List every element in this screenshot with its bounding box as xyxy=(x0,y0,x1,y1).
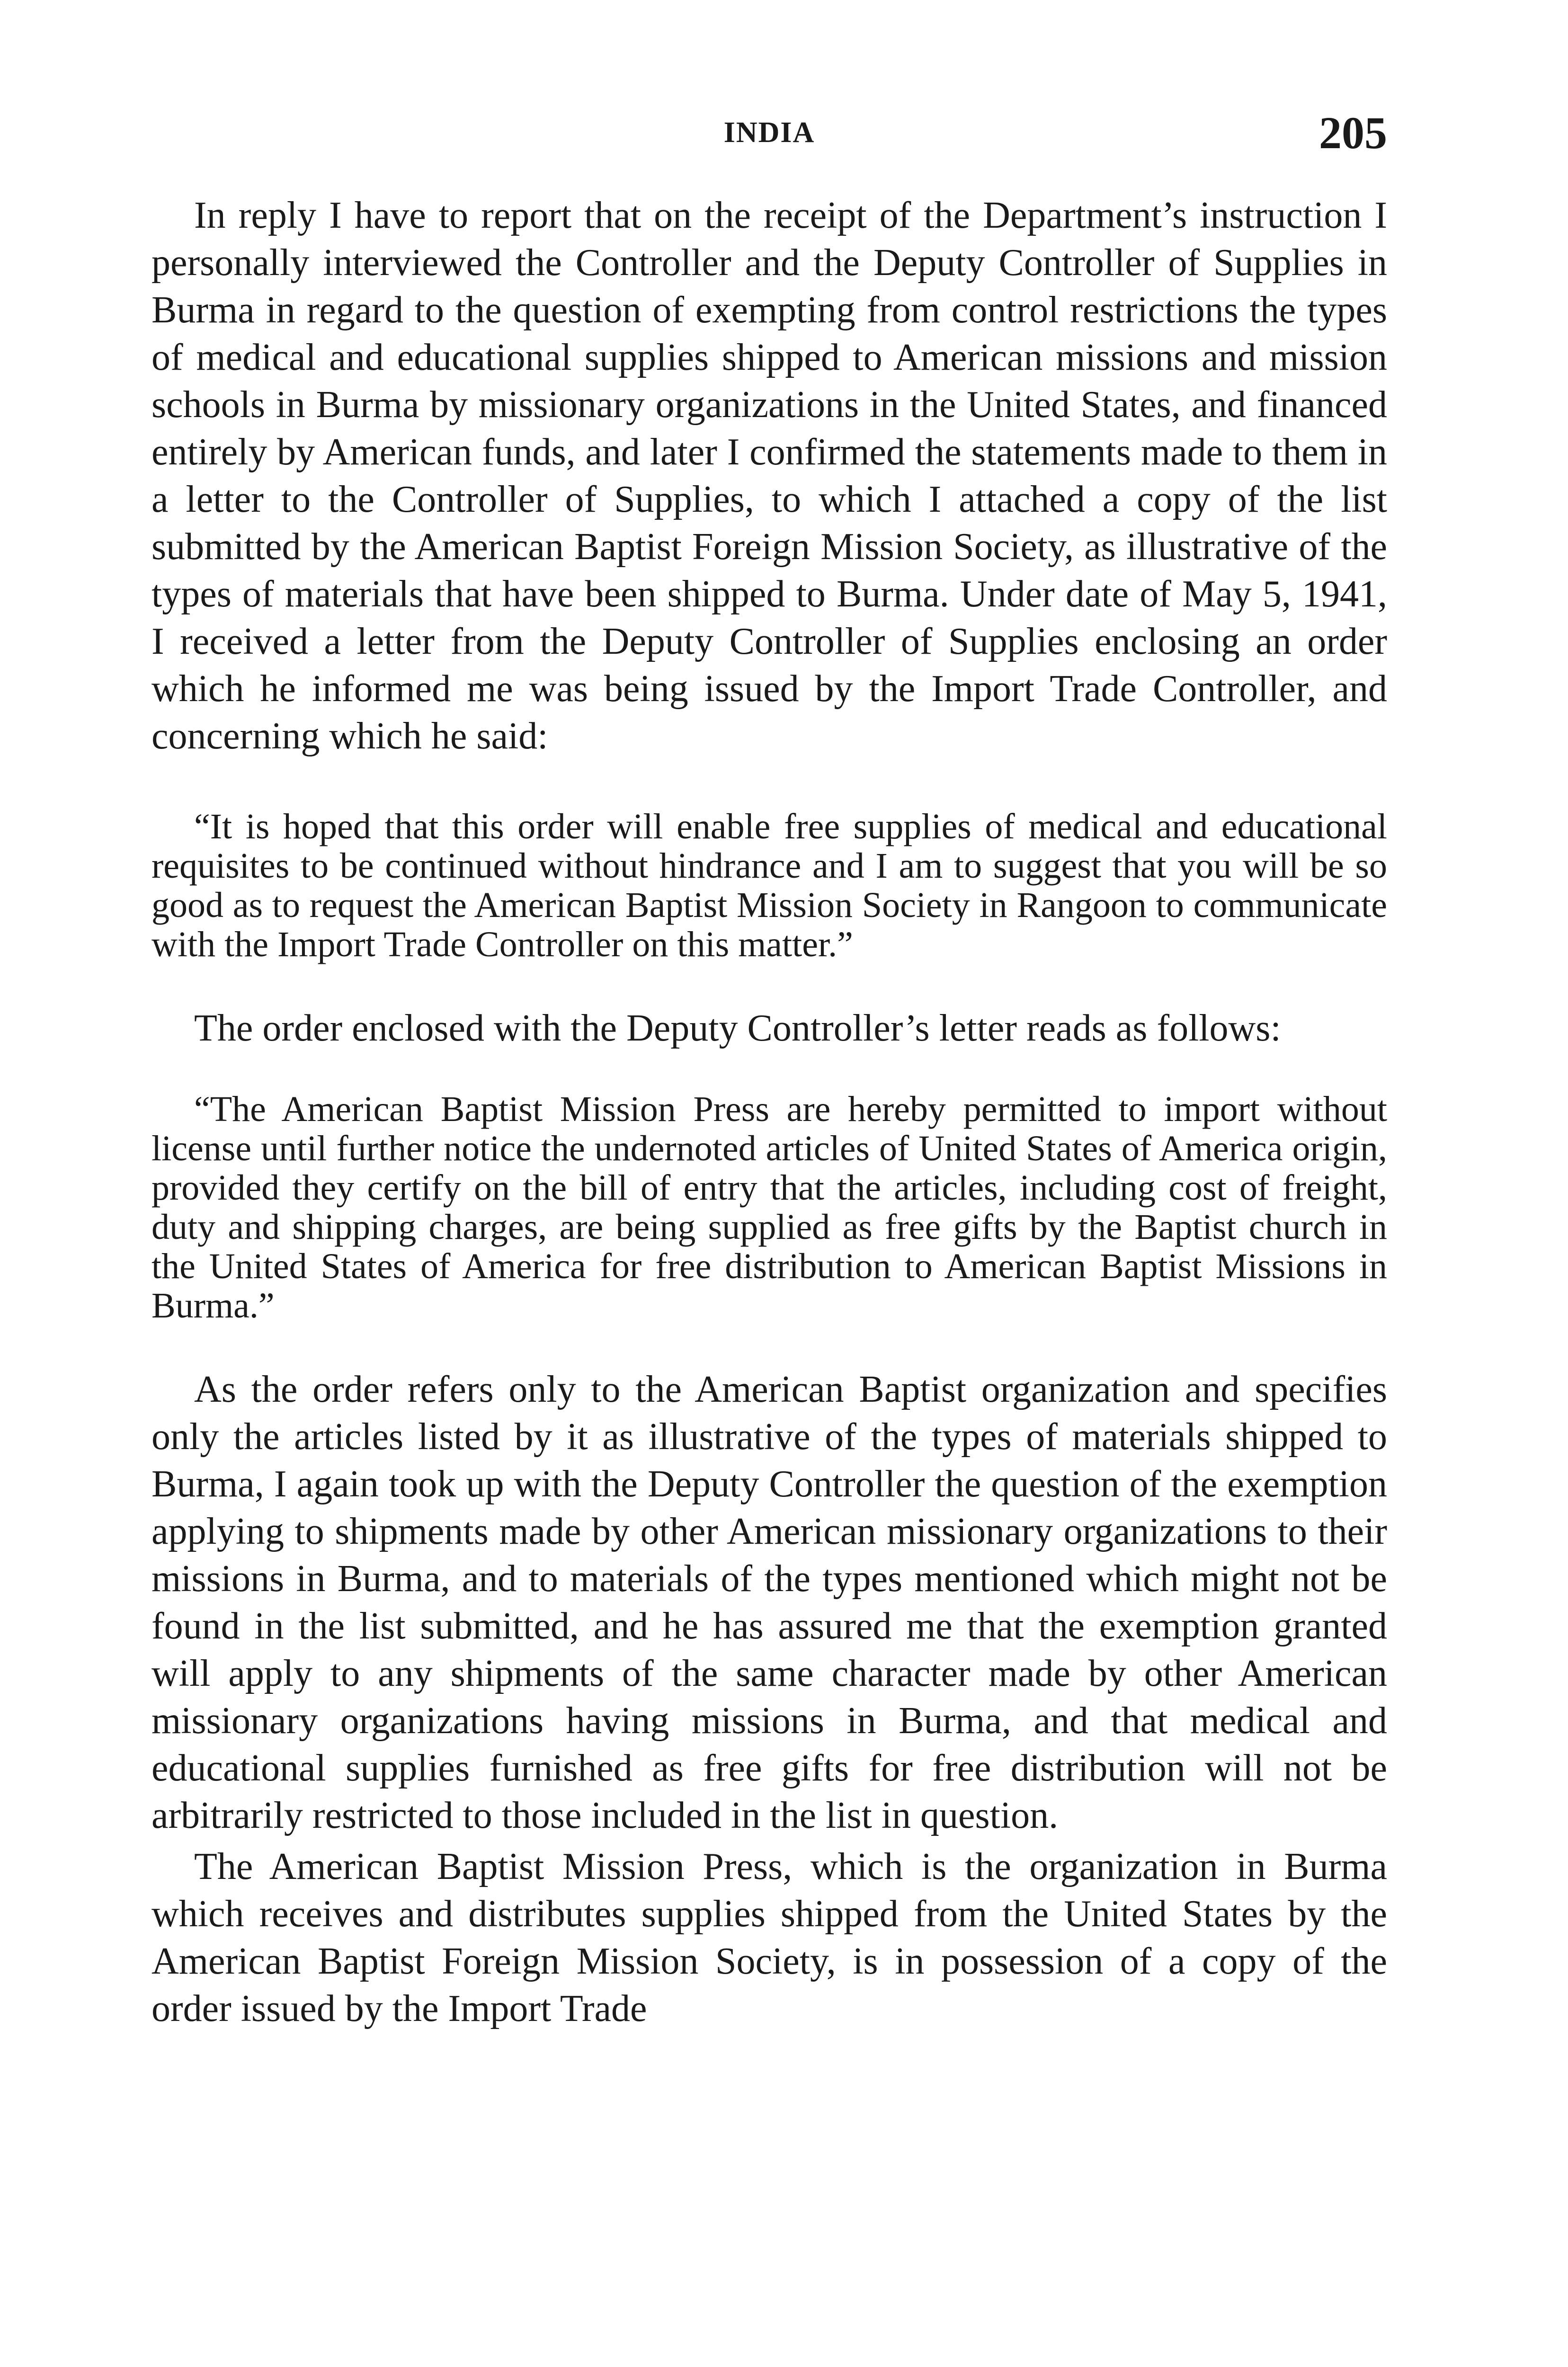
paragraph-reply: In reply I have to report that on the receipt of the Department’s instruction I personally interviewed the Controller and the Deputy Controller of Supplies in Burma in regard to the question of exempting from control restrictions the types of medical and educational supplies shipped to American missions and mission schools in Burma by missionary organizations in the United States, and financed entirely by American funds, and later I confirmed the statements made to them in a letter to the Controller of Supplies, to which I attached a copy of the list submitted by the American Baptist Foreign Mission Society, as illustrative of the types of materials that have been shipped to Burma. Under date of May 5, 1941, I received a letter from the Deputy Controller of Supplies enclosing an order which he informed me was being issued by the Import Trade Controller, and concerning which he said: xyxy=(151,195,1387,757)
section-title: INDIA xyxy=(723,116,815,149)
body-text xyxy=(151,192,1387,2032)
quote-deputy-controller: “It is hoped that this order will enable free supplies of medical and educational requisites to be continued without hindrance and I am to suggest that you will be so good as to request the American Baptist Mission Society in Rangoon to communicate with the Import Trade Controller on this matter.” xyxy=(151,807,1387,964)
document-page xyxy=(151,0,1387,2367)
running-head xyxy=(151,107,1387,159)
paragraph-exemption: As the order refers only to the American Baptist organization and specifies only the articles listed by it as illustrative of the types of materials shipped to Burma, I again took up with the Deputy Controller the question of the exemption applying to shipments made by other American missionary organizations to their missions in Burma, and to materials of the types mentioned which might not be found in the list submitted, and he has assured me that the exemption granted will apply to any shipments of the same character made by other American missionary organizations having missions in Burma, and that medical and educational supplies furnished as free gifts for free distribution will not be arbitrarily restricted to those included in the list in question. xyxy=(151,1369,1387,1836)
paragraph-order-intro: The order enclosed with the Deputy Controller’s letter reads as follows: xyxy=(194,1007,1281,1049)
paragraph-mission-press: The American Baptist Mission Press, which is the organization in Burma which receives and distributes supplies shipped from the United States by the American Baptist Foreign Mission Society, is in possession of a copy of the order issued by the Import Trade xyxy=(151,1846,1387,2029)
quote-order: “The American Baptist Mission Press are hereby permitted to import without license until further notice the undernoted articles of United States of America origin, provided they certify on the bill of entry that the articles, including cost of freight, duty and shipping charges, are being supplied as free gifts by the Baptist church in the United States of America for free distribution to American Baptist Missions in Burma.” xyxy=(151,1089,1387,1326)
page-number: 205 xyxy=(1319,107,1387,158)
